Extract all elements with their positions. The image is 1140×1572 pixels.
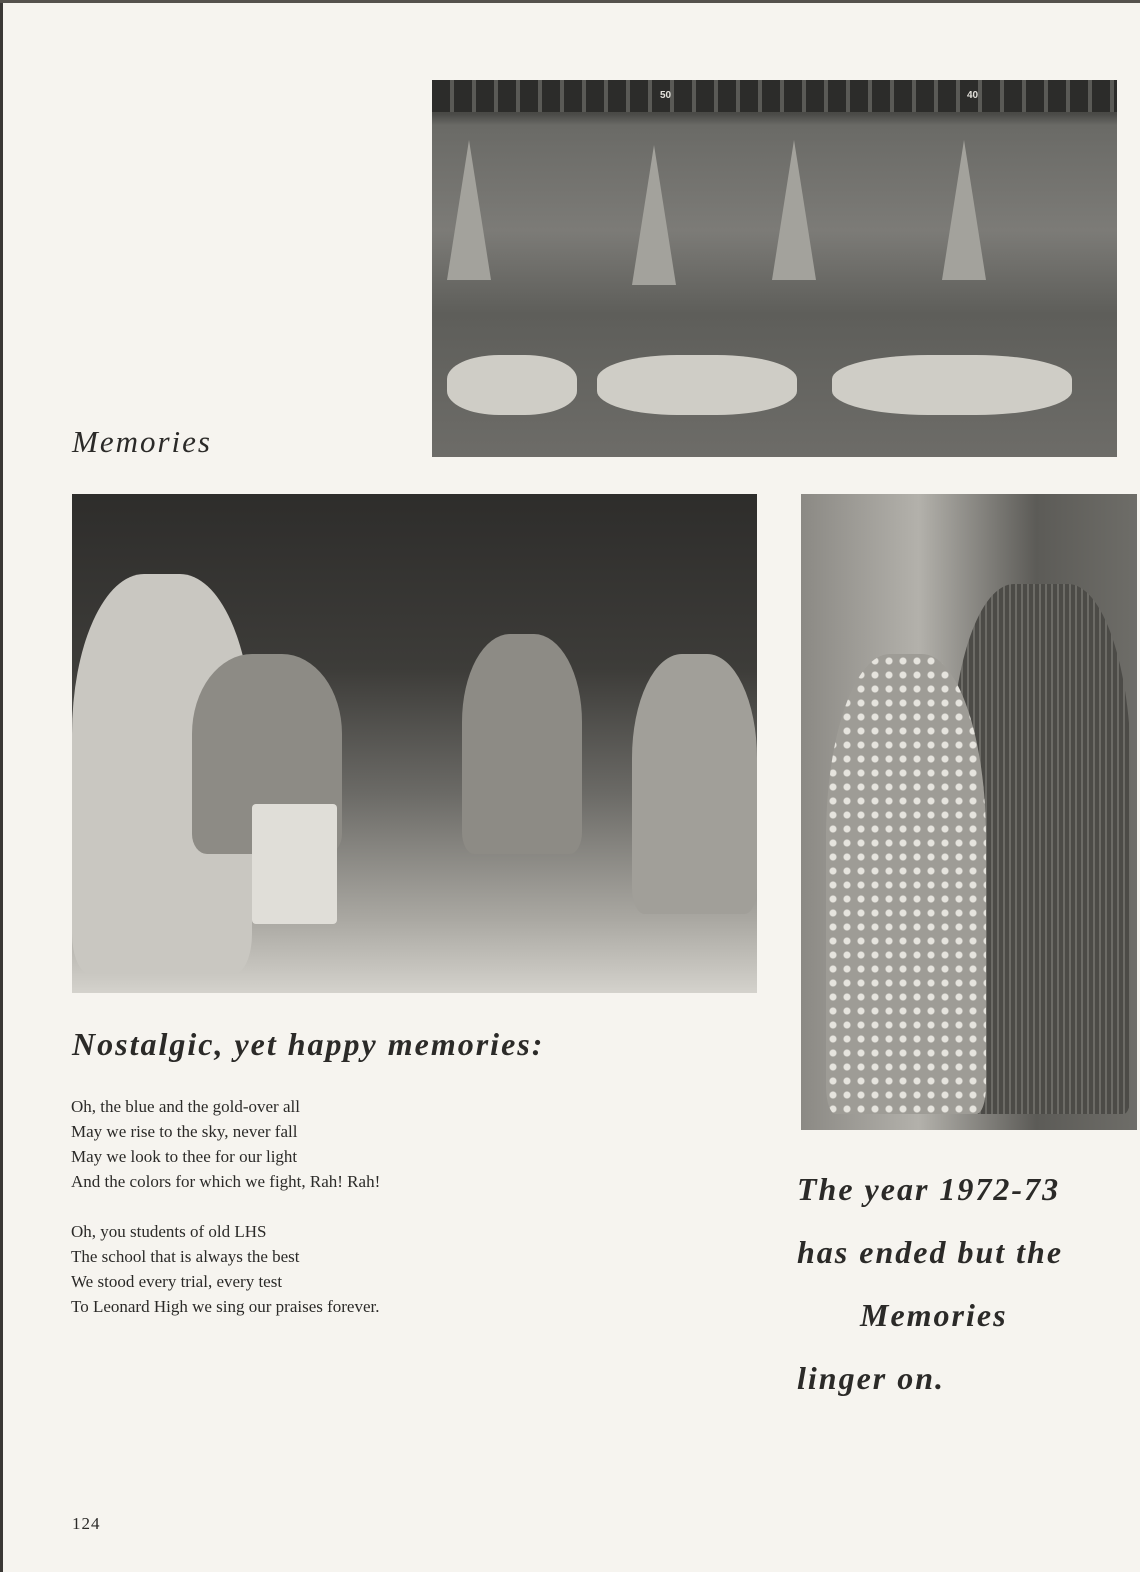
photo-couple-stage bbox=[801, 494, 1137, 1130]
pompom bbox=[832, 355, 1072, 415]
closing-line: has ended but the bbox=[797, 1234, 1064, 1270]
page-edge-top bbox=[0, 0, 1140, 3]
poem-line: May we rise to the sky, never fall bbox=[71, 1122, 298, 1141]
poem-line: Oh, the blue and the gold-over all bbox=[71, 1097, 300, 1116]
photo-students-gym bbox=[72, 494, 757, 993]
cone bbox=[772, 140, 816, 280]
poem-line: May we look to thee for our light bbox=[71, 1147, 298, 1166]
headline: Nostalgic, yet happy memories: bbox=[72, 1026, 545, 1062]
closing-line: linger on. bbox=[797, 1360, 946, 1396]
cone bbox=[447, 140, 491, 280]
poem-line: To Leonard High we sing our praises forever. bbox=[71, 1297, 380, 1316]
page-number: 124 bbox=[72, 1514, 101, 1533]
student-figure bbox=[632, 654, 757, 914]
stanza bbox=[71, 1219, 380, 1319]
dress-figure bbox=[826, 654, 986, 1114]
pompom bbox=[447, 355, 577, 415]
school-song bbox=[71, 1094, 380, 1344]
section-title: Memories bbox=[72, 424, 212, 459]
poem-line: Oh, you students of old LHS bbox=[71, 1222, 267, 1241]
student-figure bbox=[462, 634, 582, 854]
paper-bag bbox=[252, 804, 337, 924]
closing-text bbox=[797, 1158, 1063, 1410]
poem-line: The school that is always the best bbox=[71, 1247, 300, 1266]
page-edge bbox=[0, 0, 3, 1572]
yard-marker: 40 bbox=[967, 90, 979, 101]
pompom bbox=[597, 355, 797, 415]
cone bbox=[632, 145, 676, 285]
poem-line: We stood every trial, every test bbox=[71, 1272, 283, 1291]
fence bbox=[432, 80, 1117, 112]
closing-line: Memories bbox=[860, 1297, 1008, 1333]
photo-cheerleaders-on-field bbox=[432, 80, 1117, 457]
closing-line: The year 1972-73 bbox=[797, 1171, 1061, 1207]
poem-line: And the colors for which we fight, Rah! Rah! bbox=[71, 1172, 381, 1191]
cone bbox=[942, 140, 986, 280]
stanza bbox=[71, 1094, 380, 1194]
yard-marker: 50 bbox=[660, 90, 672, 101]
